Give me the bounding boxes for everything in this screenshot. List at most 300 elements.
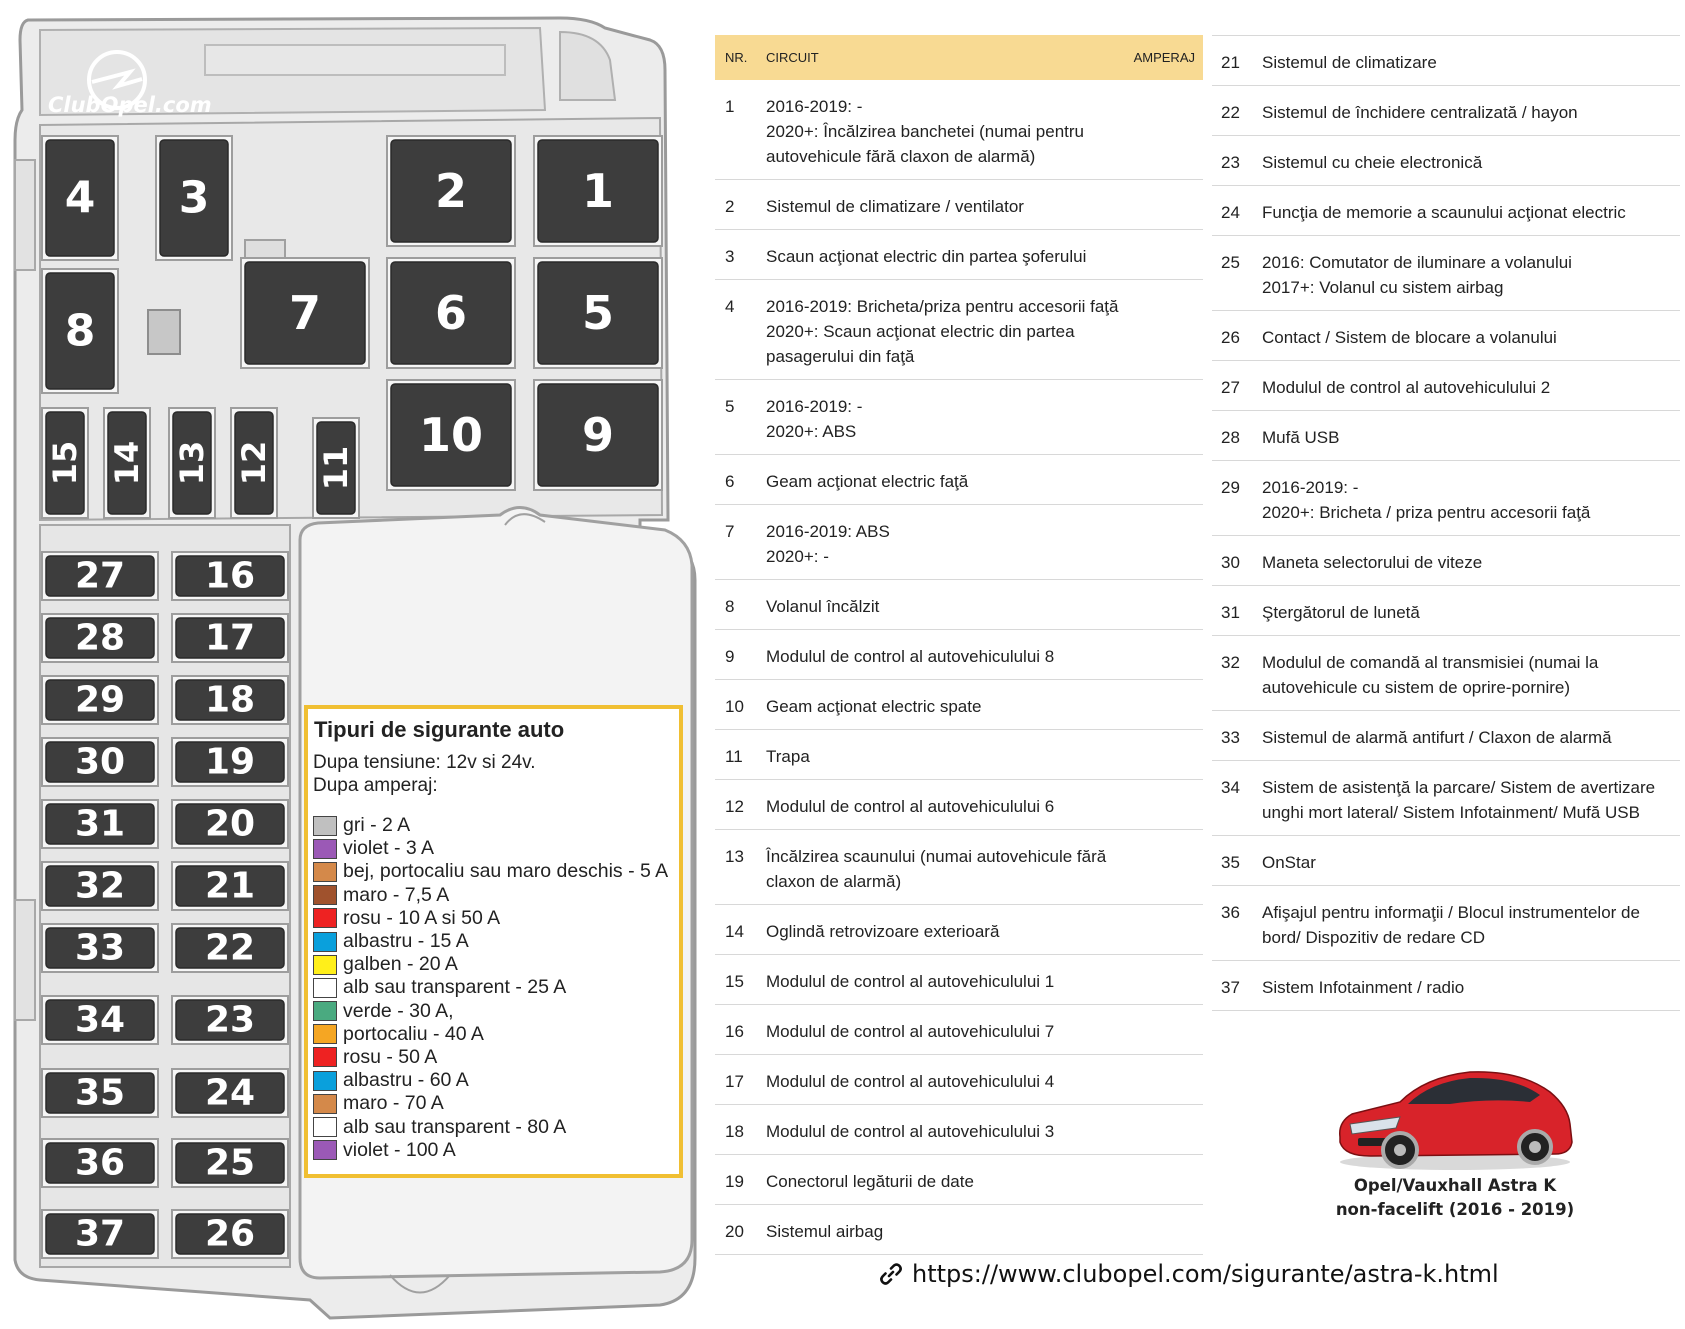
amperage-cell xyxy=(1123,580,1203,630)
fuse-number-cell: 13 xyxy=(715,830,766,905)
table-row xyxy=(1212,636,1680,711)
fuse-slot-19 xyxy=(172,738,288,786)
circuit-text: Scaun acţionat electric din partea şoferului xyxy=(766,247,1087,266)
link-icon xyxy=(878,1261,904,1287)
color-swatch xyxy=(313,862,337,882)
legend-item xyxy=(313,1000,675,1023)
color-swatch xyxy=(313,908,337,928)
circuit-cell xyxy=(766,680,1123,730)
circuit-cell xyxy=(766,505,1123,580)
fuse-label-35: 35 xyxy=(74,1072,126,1114)
circuit-cell xyxy=(766,1155,1123,1205)
amperage-cell xyxy=(1123,1105,1203,1155)
legend-item xyxy=(313,930,675,953)
fuse-slot-16 xyxy=(172,552,288,600)
table-row xyxy=(715,1155,1203,1205)
circuit-text: Modulul de control al autovehiculului 6 xyxy=(766,797,1055,816)
circuit-cell xyxy=(1262,36,1680,86)
circuit-text: Modulul de control al autovehiculului 3 xyxy=(766,1122,1055,1141)
legend-title: Tipuri de sigurante auto xyxy=(314,717,565,742)
circuit-cell xyxy=(766,80,1123,180)
circuit-cell xyxy=(766,905,1123,955)
fuse-label-15: 15 xyxy=(46,440,84,486)
circuit-text: Maneta selectorului de viteze xyxy=(1262,553,1483,572)
table-row xyxy=(715,1105,1203,1155)
table-row xyxy=(1212,186,1680,236)
fuse-number-cell: 32 xyxy=(1212,636,1262,711)
table-row xyxy=(715,1205,1203,1255)
circuit-cell xyxy=(1262,886,1680,961)
table-row xyxy=(1212,711,1680,761)
legend-item-label: rosu - 50 A xyxy=(343,1045,438,1068)
circuit-text: 2016-2019: - xyxy=(1262,478,1359,497)
amperage-cell xyxy=(1123,730,1203,780)
fuse-slot-36 xyxy=(42,1139,158,1187)
table-row xyxy=(715,280,1203,380)
fuse-slot-3 xyxy=(156,136,232,260)
fuse-number-cell: 26 xyxy=(1212,311,1262,361)
circuit-cell xyxy=(766,230,1123,280)
fuse-label-25: 25 xyxy=(204,1142,256,1184)
circuit-text: Sistemul de climatizare xyxy=(1262,53,1437,72)
circuit-cell xyxy=(766,280,1123,380)
amperage-cell xyxy=(1123,455,1203,505)
fuse-slot-27 xyxy=(42,552,158,600)
fuse-slot-23 xyxy=(172,996,288,1044)
fuse-number-cell: 8 xyxy=(715,580,766,630)
circuit-cell xyxy=(1262,836,1680,886)
fuse-slot-29 xyxy=(42,676,158,724)
legend-item-label: alb sau transparent - 80 A xyxy=(343,1115,567,1138)
fuse-slot-11 xyxy=(313,418,359,518)
color-swatch xyxy=(313,839,337,859)
fuse-number-cell: 2 xyxy=(715,180,766,230)
table-row xyxy=(715,780,1203,830)
fuse-label-13: 13 xyxy=(173,440,211,486)
table-row xyxy=(715,1055,1203,1105)
table-header-row xyxy=(715,35,1203,80)
circuit-text: OnStar xyxy=(1262,853,1316,872)
circuit-text: 2020+: Scaun acţionat electric din partea pasagerului din faţă xyxy=(766,322,1075,366)
car-image xyxy=(1330,1062,1580,1172)
fuse-label-18: 18 xyxy=(204,679,256,721)
circuit-cell xyxy=(1262,711,1680,761)
header-nr: NR. xyxy=(715,35,766,80)
fuse-label-4: 4 xyxy=(64,172,96,224)
fuse-label-29: 29 xyxy=(74,679,126,721)
amperage-cell xyxy=(1123,1055,1203,1105)
fuse-slot-25 xyxy=(172,1139,288,1187)
table-row xyxy=(715,730,1203,780)
fuse-slot-33 xyxy=(42,924,158,972)
circuit-text: 2020+: Încălzirea banchetei (numai pentru autovehicule fără claxon de alarmă) xyxy=(766,122,1085,166)
legend-item-label: maro - 70 A xyxy=(343,1092,444,1115)
fuse-slot-35 xyxy=(42,1069,158,1117)
circuit-text: Ştergătorul de lunetă xyxy=(1262,603,1420,622)
fuse-number-cell: 14 xyxy=(715,905,766,955)
circuit-text: Sistemul de alarmă antifurt / Claxon de alarmă xyxy=(1262,728,1612,747)
fuse-label-26: 26 xyxy=(204,1213,256,1255)
amperage-cell xyxy=(1123,80,1203,180)
legend-item xyxy=(313,953,675,976)
fuse-label-21: 21 xyxy=(204,865,256,907)
circuit-cell xyxy=(1262,536,1680,586)
circuit-cell xyxy=(766,780,1123,830)
fuse-number-cell: 23 xyxy=(1212,136,1262,186)
legend-item-label: violet - 3 A xyxy=(343,837,435,860)
fuse-slot-5 xyxy=(534,258,662,368)
fuse-slot-4 xyxy=(42,136,118,260)
table-row xyxy=(1212,886,1680,961)
table-row xyxy=(715,380,1203,455)
color-swatch xyxy=(313,1117,337,1137)
circuit-cell xyxy=(766,1205,1123,1255)
fuse-table-right xyxy=(1212,35,1680,1011)
legend-item xyxy=(313,837,675,860)
watermark-text: ClubOpel.com xyxy=(48,93,212,117)
fuse-slot-10 xyxy=(387,380,515,490)
fuse-types-legend xyxy=(304,705,683,1178)
amperage-cell xyxy=(1123,780,1203,830)
circuit-text: Sistemul cu cheie electronică xyxy=(1262,153,1483,172)
fuse-number-cell: 22 xyxy=(1212,86,1262,136)
circuit-text: 2020+: Bricheta / priza pentru accesorii faţă xyxy=(1262,503,1591,522)
fuse-slot-7 xyxy=(241,258,369,368)
fuse-label-24: 24 xyxy=(204,1072,256,1114)
color-swatch xyxy=(313,1024,337,1044)
circuit-cell xyxy=(1262,411,1680,461)
table-row xyxy=(715,955,1203,1005)
fuse-number-cell: 20 xyxy=(715,1205,766,1255)
circuit-text: Afişajul pentru informaţii / Blocul instrumentelor de bord/ Dispozitiv de redare CD xyxy=(1262,903,1640,947)
header-circuit: CIRCUIT xyxy=(766,35,1123,80)
fuse-slot-32 xyxy=(42,862,158,910)
fuse-label-23: 23 xyxy=(204,999,256,1041)
color-swatch xyxy=(313,1047,337,1067)
fuse-label-19: 19 xyxy=(204,741,256,783)
circuit-text: 2016-2019: ABS xyxy=(766,522,890,541)
fuse-slot-17 xyxy=(172,614,288,662)
circuit-text: 2016: Comutator de iluminare a volanului xyxy=(1262,253,1572,272)
fuse-label-11: 11 xyxy=(317,445,355,491)
fuse-number-cell: 15 xyxy=(715,955,766,1005)
fuse-number-cell: 4 xyxy=(715,280,766,380)
circuit-text: Modulul de control al autovehiculului 7 xyxy=(766,1022,1055,1041)
fuse-label-16: 16 xyxy=(204,555,256,597)
fuse-label-33: 33 xyxy=(74,927,126,969)
fuse-number-cell: 27 xyxy=(1212,361,1262,411)
table-row xyxy=(715,630,1203,680)
fuse-number-cell: 24 xyxy=(1212,186,1262,236)
fuse-label-5: 5 xyxy=(581,286,615,340)
circuit-text: Sistemul de climatizare / ventilator xyxy=(766,197,1024,216)
legend-item xyxy=(313,976,675,999)
legend-item-label: gri - 2 A xyxy=(343,814,411,837)
fuse-slot-15 xyxy=(42,408,88,518)
fuse-number-cell: 28 xyxy=(1212,411,1262,461)
fuse-label-12: 12 xyxy=(235,440,273,486)
fuse-number-cell: 33 xyxy=(1212,711,1262,761)
circuit-text: Sistem Infotainment / radio xyxy=(1262,978,1465,997)
table-row xyxy=(1212,586,1680,636)
circuit-cell xyxy=(1262,86,1680,136)
fuse-number-cell: 5 xyxy=(715,380,766,455)
legend-item xyxy=(313,1023,675,1046)
fuse-slot-21 xyxy=(172,862,288,910)
circuit-text: Oglindă retrovizoare exterioară xyxy=(766,922,1000,941)
legend-item-label: violet - 100 A xyxy=(343,1138,456,1161)
table-row xyxy=(1212,86,1680,136)
circuit-cell xyxy=(766,580,1123,630)
table-row xyxy=(715,180,1203,230)
fuse-number-cell: 31 xyxy=(1212,586,1262,636)
fuse-label-37: 37 xyxy=(74,1213,126,1255)
table-row xyxy=(1212,311,1680,361)
table-row xyxy=(715,80,1203,180)
legend-item-label: maro - 7,5 A xyxy=(343,883,450,906)
fuse-slot-26 xyxy=(172,1210,288,1258)
fuse-slot-6 xyxy=(387,258,515,368)
legend-item xyxy=(313,907,675,930)
legend-item-label: portocaliu - 40 A xyxy=(343,1022,484,1045)
fuse-label-9: 9 xyxy=(581,408,615,462)
fuse-number-cell: 16 xyxy=(715,1005,766,1055)
fuse-label-36: 36 xyxy=(74,1142,126,1184)
fuse-label-20: 20 xyxy=(204,803,256,845)
circuit-cell xyxy=(766,1105,1123,1155)
fuse-label-30: 30 xyxy=(74,741,126,783)
table-row xyxy=(715,455,1203,505)
fuse-label-7: 7 xyxy=(288,286,322,340)
circuit-cell xyxy=(766,630,1123,680)
fuse-number-cell: 35 xyxy=(1212,836,1262,886)
fuse-label-31: 31 xyxy=(74,803,126,845)
legend-item xyxy=(313,814,675,837)
fuse-label-34: 34 xyxy=(74,999,126,1041)
circuit-text: Încălzirea scaunului (numai autovehicule fără claxon de alarmă) xyxy=(766,847,1107,891)
fuse-slot-24 xyxy=(172,1069,288,1117)
car-caption xyxy=(1300,1174,1610,1222)
source-url[interactable]: https://www.clubopel.com/sigurante/astra-k.html xyxy=(912,1260,1499,1288)
amperage-cell xyxy=(1123,680,1203,730)
fuse-number-cell: 7 xyxy=(715,505,766,580)
fuse-number-cell: 3 xyxy=(715,230,766,280)
source-link[interactable] xyxy=(878,1260,1499,1288)
circuit-text: 2016-2019: - xyxy=(766,397,863,416)
fuse-number-cell: 1 xyxy=(715,80,766,180)
fuse-number-cell: 12 xyxy=(715,780,766,830)
table-row xyxy=(1212,961,1680,1011)
circuit-cell xyxy=(1262,311,1680,361)
fuse-number-cell: 9 xyxy=(715,630,766,680)
circuit-text: 2016-2019: Bricheta/priza pentru accesorii faţă xyxy=(766,297,1119,316)
legend-item xyxy=(313,1046,675,1069)
color-swatch xyxy=(313,1094,337,1114)
circuit-text: Volanul încălzit xyxy=(766,597,880,616)
circuit-cell xyxy=(1262,636,1680,711)
fuse-number-cell: 19 xyxy=(715,1155,766,1205)
circuit-cell xyxy=(766,1055,1123,1105)
amperage-cell xyxy=(1123,280,1203,380)
amperage-cell xyxy=(1123,1205,1203,1255)
legend-item xyxy=(313,884,675,907)
fuse-number-cell: 18 xyxy=(715,1105,766,1155)
table-row xyxy=(715,1005,1203,1055)
color-swatch xyxy=(313,978,337,998)
circuit-cell xyxy=(766,180,1123,230)
fuse-slot-31 xyxy=(42,800,158,848)
table-row xyxy=(715,505,1203,580)
fuse-slot-22 xyxy=(172,924,288,972)
fuse-label-28: 28 xyxy=(74,617,126,659)
fuse-label-2: 2 xyxy=(434,164,468,218)
circuit-cell xyxy=(1262,961,1680,1011)
color-swatch xyxy=(313,885,337,905)
table-row xyxy=(715,230,1203,280)
fuse-slot-2 xyxy=(387,136,515,246)
circuit-cell xyxy=(766,955,1123,1005)
table-row xyxy=(1212,236,1680,311)
circuit-text: Funcţia de memorie a scaunului acţionat electric xyxy=(1262,203,1626,222)
circuit-cell xyxy=(766,455,1123,505)
table-row xyxy=(1212,536,1680,586)
fuse-label-14: 14 xyxy=(108,440,146,486)
circuit-cell xyxy=(1262,136,1680,186)
circuit-text: Contact / Sistem de blocare a volanului xyxy=(1262,328,1557,347)
fuse-slot-13 xyxy=(169,408,215,518)
circuit-cell xyxy=(1262,586,1680,636)
color-swatch xyxy=(313,1071,337,1091)
fuse-slot-34 xyxy=(42,996,158,1044)
table-row xyxy=(1212,361,1680,411)
circuit-cell xyxy=(766,380,1123,455)
fuse-label-27: 27 xyxy=(74,555,126,597)
circuit-cell xyxy=(1262,236,1680,311)
fuse-number-cell: 21 xyxy=(1212,36,1262,86)
table-row xyxy=(715,680,1203,730)
fuse-number-cell: 17 xyxy=(715,1055,766,1105)
fuse-slot-12 xyxy=(231,408,277,518)
circuit-text: 2020+: - xyxy=(766,547,829,566)
fuse-slot-18 xyxy=(172,676,288,724)
circuit-text: 2017+: Volanul cu sistem airbag xyxy=(1262,278,1504,297)
amperage-cell xyxy=(1123,830,1203,905)
circuit-text: Geam acţionat electric spate xyxy=(766,697,982,716)
legend-item-label: rosu - 10 A si 50 A xyxy=(343,906,501,929)
circuit-cell xyxy=(766,730,1123,780)
fuse-slot-37 xyxy=(42,1210,158,1258)
legend-item-label: galben - 20 A xyxy=(343,953,458,976)
fuse-slot-9 xyxy=(534,380,662,490)
amperage-cell xyxy=(1123,1155,1203,1205)
circuit-cell xyxy=(766,1005,1123,1055)
legend-item-label: bej, portocaliu sau maro deschis - 5 A xyxy=(343,860,669,883)
circuit-text: 2016-2019: - xyxy=(766,97,863,116)
color-swatch xyxy=(313,816,337,836)
legend-amperage-line: Dupa amperaj: xyxy=(313,775,438,796)
circuit-text: Sistemul airbag xyxy=(766,1222,884,1241)
fuse-slot-20 xyxy=(172,800,288,848)
color-swatch xyxy=(313,1001,337,1021)
color-swatch xyxy=(313,932,337,952)
fuse-number-cell: 11 xyxy=(715,730,766,780)
fuse-number-cell: 34 xyxy=(1212,761,1262,836)
circuit-text: Modulul de comandă al transmisiei (numai la autovehicule cu sistem de oprire-pornire) xyxy=(1262,653,1599,697)
fuse-label-1: 1 xyxy=(581,164,615,218)
circuit-cell xyxy=(1262,761,1680,836)
table-row xyxy=(1212,761,1680,836)
circuit-text: Modulul de control al autovehiculului 4 xyxy=(766,1072,1055,1091)
circuit-text: Modulul de control al autovehiculului 1 xyxy=(766,972,1055,991)
table-row xyxy=(1212,461,1680,536)
legend-item xyxy=(313,1069,675,1092)
circuit-text: 2020+: ABS xyxy=(766,422,857,441)
color-swatch xyxy=(313,1140,337,1160)
circuit-cell xyxy=(766,830,1123,905)
fuse-label-32: 32 xyxy=(74,865,126,907)
amperage-cell xyxy=(1123,1005,1203,1055)
fuse-slot-1 xyxy=(534,136,662,246)
fuse-label-22: 22 xyxy=(204,927,256,969)
circuit-text: Mufă USB xyxy=(1262,428,1340,447)
fuse-label-17: 17 xyxy=(204,617,256,659)
amperage-cell xyxy=(1123,630,1203,680)
legend-item xyxy=(313,1115,675,1138)
circuit-text: Conectorul legăturii de date xyxy=(766,1172,974,1191)
legend-item-label: alb sau transparent - 25 A xyxy=(343,976,567,999)
fuse-number-cell: 36 xyxy=(1212,886,1262,961)
legend-item xyxy=(313,860,675,883)
table-row xyxy=(1212,36,1680,86)
table-row xyxy=(715,830,1203,905)
car-caption-line1: Opel/Vauxhall Astra K xyxy=(1353,1176,1557,1195)
table-row xyxy=(1212,836,1680,886)
fuse-label-6: 6 xyxy=(434,286,468,340)
legend-item-label: verde - 30 A, xyxy=(343,999,454,1022)
fuse-table-left xyxy=(715,35,1203,1255)
fuse-number-cell: 6 xyxy=(715,455,766,505)
circuit-cell xyxy=(1262,461,1680,536)
fuse-slot-8 xyxy=(42,269,118,393)
circuit-text: Geam acţionat electric faţă xyxy=(766,472,969,491)
circuit-text: Modulul de control al autovehiculului 2 xyxy=(1262,378,1551,397)
color-swatch xyxy=(313,955,337,975)
circuit-cell xyxy=(1262,186,1680,236)
amperage-cell xyxy=(1123,230,1203,280)
circuit-cell xyxy=(1262,361,1680,411)
legend-item xyxy=(313,1092,675,1115)
legend-item-label: albastru - 60 A xyxy=(343,1069,469,1092)
table-row xyxy=(715,580,1203,630)
fuse-number-cell: 37 xyxy=(1212,961,1262,1011)
car-caption-line2: non-facelift (2016 - 2019) xyxy=(1335,1200,1575,1219)
amperage-cell xyxy=(1123,180,1203,230)
amperage-cell xyxy=(1123,505,1203,580)
legend-list xyxy=(313,814,675,1162)
amperage-cell xyxy=(1123,955,1203,1005)
fuse-number-cell: 10 xyxy=(715,680,766,730)
table-row xyxy=(1212,411,1680,461)
legend-voltage-line: Dupa tensiune: 12v si 24v. xyxy=(313,752,536,773)
fuse-number-cell: 29 xyxy=(1212,461,1262,536)
legend-item xyxy=(313,1139,675,1162)
fuse-slot-28 xyxy=(42,614,158,662)
fuse-number-cell: 30 xyxy=(1212,536,1262,586)
fuse-number-cell: 25 xyxy=(1212,236,1262,311)
table-row xyxy=(1212,136,1680,186)
fuse-label-10: 10 xyxy=(418,408,484,462)
legend-item-label: albastru - 15 A xyxy=(343,930,469,953)
